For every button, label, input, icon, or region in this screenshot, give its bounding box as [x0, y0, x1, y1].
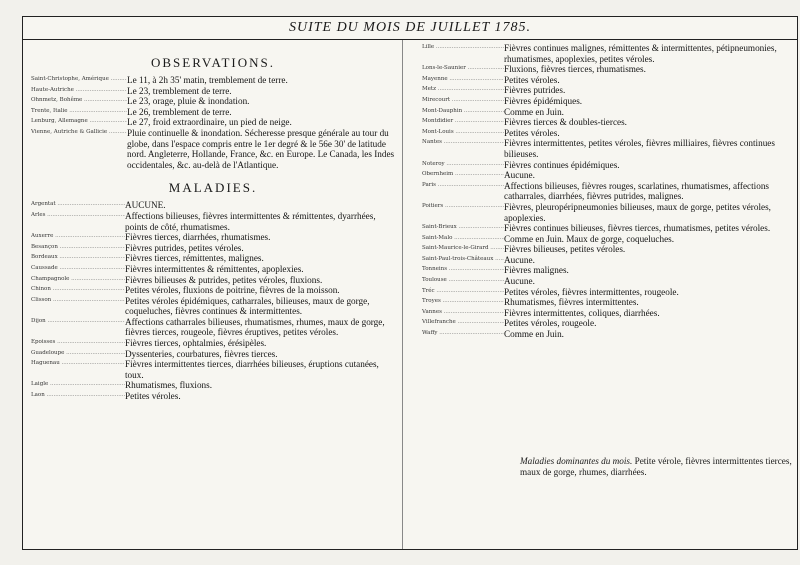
maladie-text: Fièvres bilieuses, petites véroles.: [504, 244, 626, 255]
maladie-text: Rhumatismes, fièvres intermittentes.: [504, 297, 639, 308]
maladie-text: Petites véroles épidémiques, catharrales, bilieuses, maux de gorge, coqueluches, fièvres continues & intermittentes.: [125, 295, 370, 317]
maladie-text: Affections bilieuses, fièvres intermittentes & rémittentes, dyarrhées, points de côté, rhumatismes.: [125, 210, 376, 232]
maladies-list: [31, 200, 395, 401]
maladie-place: Lille .....: [400, 43, 504, 52]
observation-row: [31, 75, 395, 86]
maladie-place: Obernheim .....: [400, 170, 504, 179]
observation-row: [31, 117, 395, 128]
maladie-row: [31, 264, 395, 275]
maladies-heading: MALADIES.: [168, 180, 258, 196]
maladie-place: Troyes .....: [400, 297, 504, 306]
maladie-place: Mayenne .....: [400, 75, 504, 84]
maladie-row: [31, 317, 395, 338]
maladie-text: Fièvres putrides, petites véroles.: [125, 242, 244, 253]
maladie-row: [400, 297, 795, 308]
dominant-diseases-label: Maladies dominantes du mois.: [520, 456, 633, 466]
maladie-row: [400, 276, 795, 287]
maladie-place: Bordeaux .....: [31, 253, 125, 262]
maladie-text: Petites véroles, rougeole.: [504, 318, 597, 329]
maladie-place: Champagnole .....: [31, 275, 125, 284]
document-page: [22, 16, 798, 550]
maladie-row: [400, 181, 795, 202]
maladie-text: Petites véroles.: [504, 74, 560, 85]
maladie-row: [400, 107, 795, 118]
maladie-row: [400, 308, 795, 319]
maladie-place: Mont-Dauphin .....: [400, 107, 504, 116]
maladie-place: Guadeloupe .....: [31, 349, 125, 358]
maladie-text: Fièvres tierces, ophtalmies, érésipèles.: [125, 338, 267, 349]
maladie-text: Fièvres malignes.: [504, 265, 569, 276]
maladie-row: [400, 265, 795, 276]
maladie-text: Rhumatismes, fluxions.: [125, 380, 213, 391]
maladie-text: Fièvres continues malignes, rémittentes & intermittentes, pétipneumonies, rhumatismes, apoplexies, petites véroles.: [504, 43, 777, 64]
maladie-row: [400, 329, 795, 340]
maladie-place: Dijon .....: [31, 317, 125, 326]
maladie-row: [400, 138, 795, 159]
maladie-text: AUCUNE.: [125, 200, 166, 211]
maladie-row: [31, 243, 395, 254]
maladie-text: Petites véroles, fluxions de poitrine, fièvres de la moisson.: [125, 285, 340, 296]
maladie-row: [400, 128, 795, 139]
maladie-row: [400, 287, 795, 298]
observation-place: Lenburg, Allemagne .....: [31, 117, 127, 126]
maladie-text: Fièvres tierces, rémittentes, malignes.: [125, 253, 264, 264]
maladie-row: [31, 296, 395, 317]
observation-place: Trente, Italie .....: [31, 107, 127, 116]
maladie-place: Clisson .....: [31, 296, 125, 305]
maladie-place: Chinon .....: [31, 285, 125, 294]
maladie-place: Paris .....: [400, 181, 504, 190]
observation-place: Haute-Autriche .....: [31, 86, 127, 95]
dominant-diseases-note: [520, 456, 792, 478]
maladie-text: Aucune.: [504, 254, 535, 265]
maladie-row: [400, 170, 795, 181]
maladie-row: [400, 244, 795, 255]
observation-text: Le 26, tremblement de terre.: [127, 106, 232, 117]
observation-place: Ohnmetz, Bohême .....: [31, 96, 127, 105]
maladie-row: [400, 75, 795, 86]
maladie-row: [400, 318, 795, 329]
observations-heading: OBSERVATIONS.: [150, 55, 276, 70]
maladie-text: Fièvres tierces, diarrhées, rhumatismes.: [125, 232, 271, 243]
observation-row: [31, 128, 395, 170]
maladie-row: [400, 96, 795, 107]
maladie-row: [400, 160, 795, 171]
maladie-place: Tonneins .....: [400, 265, 504, 274]
maladie-text: Affections bilieuses, fièvres rouges, scarlatines, rhumatismes, affections catharrales, diarrhées, fièvres putrides, malignes.: [504, 180, 770, 202]
maladie-place: Epoisses .....: [31, 338, 125, 347]
maladie-text: Fièvres continues bilieuses, fièvres tierces, rhumatismes, petites véroles.: [504, 223, 771, 234]
maladie-row: [400, 117, 795, 128]
running-header: SUITE DU MOIS DE JUILLET 1785.: [23, 17, 797, 40]
maladie-row: [31, 349, 395, 360]
observation-place: Vienne, Autriche & Gallicie .....: [31, 128, 127, 137]
maladie-text: Fièvres, pleuropéripneumonies bilieuses, maux de gorge, petites véroles, apoplexies.: [504, 201, 771, 223]
right-column: [400, 43, 795, 340]
maladie-text: Petites véroles, fièvres intermittentes, rougeole.: [504, 286, 679, 297]
maladie-text: Affections catharrales bilieuses, rhumatismes, rhumes, maux de gorge, fièvres tierces, rougeole, fièvres éruptives, petites véroles.: [125, 316, 385, 338]
maladie-place: Mont-Louis .....: [400, 128, 504, 137]
maladie-text: Fièvres continues épidémiques.: [504, 159, 620, 170]
observation-text: Le 11, à 2h 35' matin, tremblement de terre.: [127, 75, 288, 85]
maladie-place: Noteroy .....: [400, 160, 504, 169]
maladie-place: Tréc .....: [400, 287, 504, 296]
maladie-place: Saint-Brieux .....: [400, 223, 504, 232]
maladie-text: Aucune.: [504, 276, 535, 287]
maladie-place: Nantes .....: [400, 138, 504, 147]
maladie-text: Fièvres intermittentes tierces, diarrhées bilieuses, éruptions cutanées, toux.: [125, 359, 379, 380]
maladie-place: Poitiers .....: [400, 202, 504, 211]
maladie-text: Dyssenteries, courbatures, fièvres tierces.: [125, 348, 278, 359]
maladie-text: Fièvres épidémiques.: [504, 95, 583, 106]
maladie-text: Aucune.: [504, 170, 535, 181]
maladie-text: Fièvres putrides.: [504, 85, 566, 96]
maladie-text: Fièvres intermittentes, coliques, diarrhées.: [504, 307, 660, 318]
left-column: [31, 43, 395, 402]
maladie-text: Petites véroles.: [125, 391, 181, 402]
dominant-diseases-text: Petite vérole, fièvres intermittentes tierces, maux de gorge, rhumes, diarrhées.: [520, 456, 792, 477]
maladie-place: Saint-Malo .....: [400, 234, 504, 243]
maladie-place: Waffy .....: [400, 329, 504, 338]
maladie-place: Besançon .....: [31, 243, 125, 252]
maladie-place: Toulouse .....: [400, 276, 504, 285]
maladie-row: [400, 223, 795, 234]
maladie-place: Mirecourt .....: [400, 96, 504, 105]
maladie-row: [31, 253, 395, 264]
maladie-row: [31, 232, 395, 243]
maladie-place: Metz .....: [400, 85, 504, 94]
maladie-place: Laon .....: [31, 391, 125, 400]
maladie-text: Comme en Juin. Maux de gorge, coqueluches.: [504, 233, 675, 244]
maladie-text: Fluxions, fièvres tierces, rhumatismes.: [504, 64, 646, 75]
maladie-row: [31, 211, 395, 232]
maladie-text: Comme en Juin.: [504, 329, 564, 340]
maladie-place: Lons-le-Saunier .....: [400, 64, 504, 73]
observation-text: Pluie continuelle & inondation. Sécheresse presque générale au tour du globe, dans l'espace compris entre le 1er degré & le 56e 30' de latitude nord. Angleterre, Hollande, France, &c. en Europe. Le Canada, les Indes occidentales, &c. au-delà de l'Atlantique.: [127, 127, 395, 170]
maladie-row: [400, 255, 795, 266]
maladie-text: Fièvres intermittentes & rémittentes, apoplexies.: [125, 263, 304, 274]
maladie-text: Fièvres tierces & doubles-tierces.: [504, 117, 627, 128]
maladie-row: [31, 380, 395, 391]
maladie-text: Fièvres bilieuses & putrides, petites véroles, fluxions.: [125, 274, 323, 285]
maladie-row: [31, 338, 395, 349]
maladie-row: [31, 359, 395, 380]
maladie-row: [31, 275, 395, 286]
maladie-row: [400, 64, 795, 75]
observation-row: [31, 96, 395, 107]
maladie-place: Vannes .....: [400, 308, 504, 317]
maladie-row: [400, 85, 795, 96]
maladie-text: Fièvres intermittentes, petites véroles, fièvres milliaires, fièvres continues bilieuses.: [504, 138, 775, 159]
maladie-place: Villefranche .....: [400, 318, 504, 327]
maladie-place: Laigle .....: [31, 380, 125, 389]
maladie-text: Petites véroles.: [504, 127, 560, 138]
observation-row: [31, 86, 395, 97]
observations-list: [31, 75, 395, 170]
maladie-place: Saint-Maurice-le-Girard .....: [400, 244, 504, 253]
maladie-row: [400, 43, 795, 64]
maladie-row: [31, 285, 395, 296]
maladie-place: Saint-Paul-trois-Châteaux .....: [400, 255, 504, 264]
observation-text: Le 27, froid extraordinaire, un pied de neige.: [127, 117, 292, 128]
observation-text: Le 23, orage, pluie & inondation.: [127, 96, 250, 107]
maladie-place: Auxerre .....: [31, 232, 125, 241]
observation-row: [31, 107, 395, 118]
maladie-place: Argentat .....: [31, 200, 125, 209]
observation-place: Saint-Christophe, Amérique .....: [31, 75, 127, 84]
maladie-row: [31, 391, 395, 402]
maladie-place: Caussade .....: [31, 264, 125, 273]
maladie-text: Comme en Juin.: [504, 106, 564, 117]
maladie-row: [31, 200, 395, 211]
maladie-row: [400, 202, 795, 223]
maladie-place: Haguenau .....: [31, 359, 125, 368]
maladie-row: [400, 234, 795, 245]
maladie-place: Montdidier .....: [400, 117, 504, 126]
observation-text: Le 23, tremblement de terre.: [127, 85, 232, 96]
maladie-place: Arles .....: [31, 211, 125, 220]
